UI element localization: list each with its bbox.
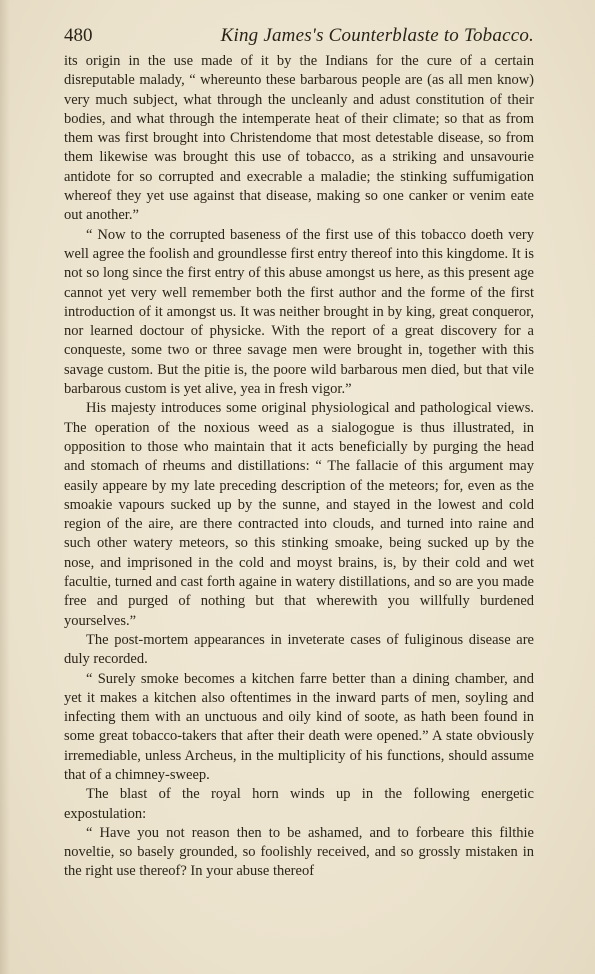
paragraph-kitchen-quote: “ Surely smoke becomes a kitchen farre better than a dining chamber, and yet it makes a kitchen also oftentimes in the inward parts of men, soyling and infecting them with an unctuous and oily kind of soote, as hath been found in some great tobacco-takers that after their death were opened.” A state obviously irremediable, unless Archeus, in the multiplicity of his functions, should assume that of a chimney-sweep. [64,670,534,783]
page-edge-shadow [0,0,10,974]
paragraph-continuation: its origin in the use made of it by the Indians for the cure of a certain disreputable malady, “ whereunto these barbarous people are (as all men know) very much subject, what through the uncleanly and adust constitution of their bodies, and what through the intemperate heat of their climate; so that as from them was first brought into Christendome that most detestable disease, so from them likewise was brought this use of tobacco, as a striking and unsavourie antidote for so corrupted and execrable a maladie; the stinking suffumigation whereof they yet use against that disease, making so one canker or venim eate out another.” [64,53,534,224]
paragraph-physiological-views: His majesty introduces some original physiological and pathological views. The operation of the noxious weed as a sialogogue is thus illustrated, in opposition to those who maintain that it acts beneficially by purging the head and stomach of rheums and distillations: “ The fallacie of this argument may easily appeare by my late preceding description of the meteors; for, even as the smoakie vapours sucked up by the sunne, and stayed in the lowest and cold region of the aire, are there contracted into clouds, and turned into raine and such other watery meteors, so this stinking smoake, being sucked up by the nose, and imprisoned in the cold and moyst brains, is, by their cold and wet facultie, turned and cast forth againe in watery distillations, and so are you made free and purged of nothing but that wherewith you willfully burdened yourselves.” [64,400,534,629]
paragraph-royal-blast: The blast of the royal horn winds up in the following energetic expostulation: [64,786,534,822]
body-text [64,52,534,882]
paragraph-quote-introduction: “ Now to the corrupted baseness of the first use of this tobacco doeth very well agree the foolish and groundlesse first entry thereof into this kingdome. It is not so long since the first entry of this abuse amongst us here, as this present age cannot yet very well remember both the first author and the forme of the first introduction of it amongst us. It was neither brought in by king, great conqueror, nor learned doctour of physicke. With the report of a great discovery for a conqueste, some two or three savage men were brought in, together with this savage custom. But the pitie is, the poore wild barbarous men died, but that vile barbarous custom is yet alive, yea in fresh vigor.” [64,226,534,398]
page-number: 480 [64,25,93,46]
paragraph-expostulation: “ Have you not reason then to be ashamed, and to forbeare this filthie noveltie, so basely grounded, so foolishly received, and so grossly mistaken in the right use thereof? In your abuse thereof [64,824,534,880]
running-header [64,24,534,50]
paragraph-post-mortem: The post-mortem appearances in inveterate cases of fuliginous disease are duly recorded. [64,631,534,668]
running-title: King James's Counterblaste to Tobacco. [220,25,534,46]
